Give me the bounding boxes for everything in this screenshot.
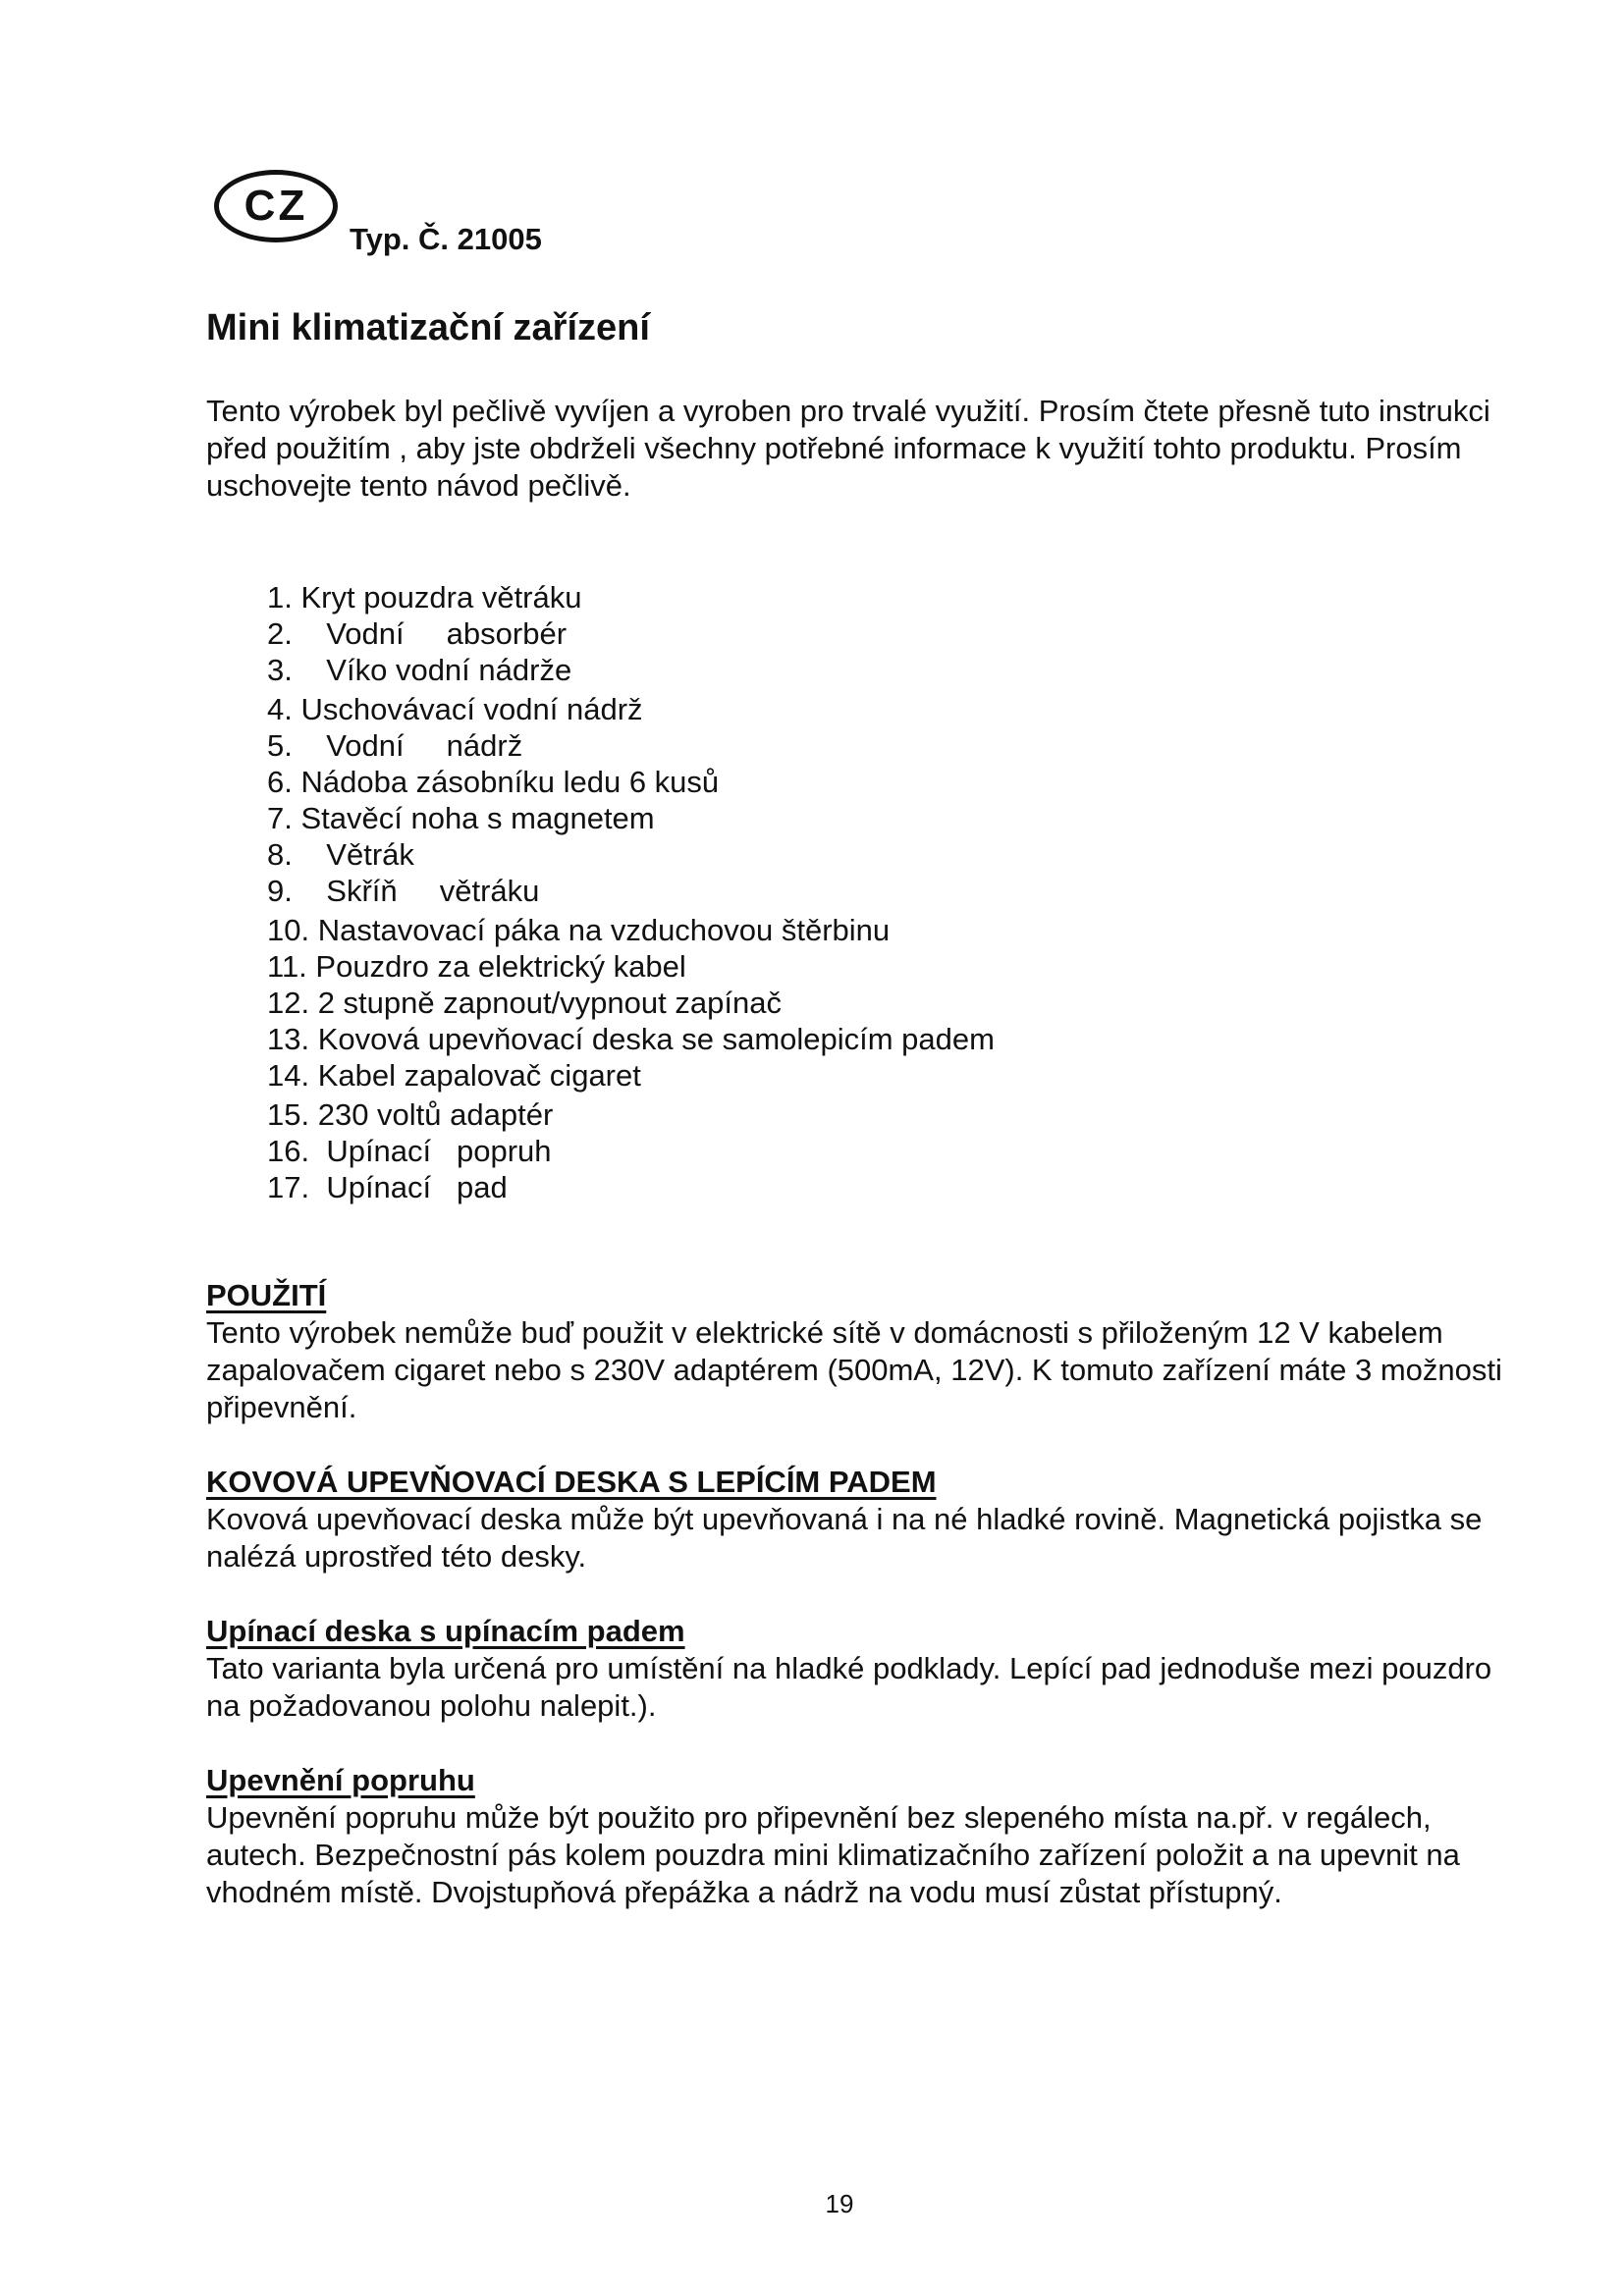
section-heading-pouziti: POUŽITÍ	[206, 1278, 327, 1312]
parts-list-item: 5. Vodní nádrž	[267, 728, 523, 763]
page-title: Mini klimatizační zařízení	[206, 307, 650, 348]
parts-list-item: 4. Uschovávací vodní nádrž	[267, 692, 643, 726]
parts-list-item: 16. Upínací popruh	[267, 1134, 552, 1168]
parts-list-item: 6. Nádoba zásobníku ledu 6 kusů	[267, 765, 720, 799]
parts-list-item: 17. Upínací pad	[267, 1170, 508, 1204]
section-text-popruh: Upevnění popruhu může být použito pro připevnění bez slepeného místa na.př. v regálech, autech. Bezpečnostní pás kolem pouzdra mini klimatizačního zařízení položit a na upevnit na vhodném místě. Dvojstupňová přepážka a nádrž na vodu musí zůstat přístupný.	[206, 1800, 1460, 1909]
country-badge: CZ	[214, 170, 338, 242]
parts-list-item: 7. Stavěcí noha s magnetem	[267, 801, 655, 835]
parts-list-item: 10. Nastavovací páka na vzduchovou štěrbinu	[267, 913, 891, 947]
section-heading-upinaci: Upínací deska s upínacím padem	[206, 1614, 685, 1648]
page-number: 19	[825, 2189, 854, 2218]
parts-list-item: 1. Kryt pouzdra větráku	[267, 580, 582, 614]
parts-list-item: 3. Víko vodní nádrže	[267, 653, 572, 687]
parts-list-item: 13. Kovová upevňovací deska se samolepicím padem	[267, 1022, 995, 1056]
parts-list-item: 11. Pouzdro za elektrický kabel	[267, 949, 686, 984]
section-text-upinaci: Tato varianta byla určená pro umístění na hladké podklady. Lepící pad jednoduše mezi pouzdro na požadovanou polohu nalepit.).	[206, 1651, 1492, 1723]
section-heading-kovova: KOVOVÁ UPEVŇOVACÍ DESKA S LEPÍCÍM PADEM	[206, 1465, 937, 1499]
intro-paragraph: Tento výrobek byl pečlivě vyvíjen a vyroben pro trvalé využití. Prosím čtete přesně tuto instrukci před použitím , aby jste obdrželi všechny potřebné informace k využití tohto produktu. Prosím uschovejte tento návod pečlivě.	[206, 394, 1490, 503]
parts-list-item: 9. Skříň větráku	[267, 874, 540, 908]
section-text-kovova: Kovová upevňovací deska může být upevňovaná i na né hladké rovině. Magnetická pojistka se nalézá uprostřed této desky.	[206, 1502, 1483, 1574]
section-heading-popruh: Upevnění popruhu	[206, 1763, 475, 1797]
section-text-pouziti: Tento výrobek nemůže buď použit v elektrické sítě v domácnosti s přiloženým 12 V kabelem zapalovačem cigaret nebo s 230V adaptérem (500mA, 12V). K tomuto zařízení máte 3 možnosti připevnění.	[206, 1315, 1502, 1424]
parts-list-item: 12. 2 stupně zapnout/vypnout zapínač	[267, 986, 782, 1020]
parts-list-item: 14. Kabel zapalovač cigaret	[267, 1058, 641, 1093]
parts-list-item: 8. Větrák	[267, 837, 414, 872]
parts-list-item: 15. 230 voltů adaptér	[267, 1097, 554, 1132]
type-number: Typ. Č. 21005	[350, 222, 542, 256]
parts-list-item: 2. Vodní absorbér	[267, 616, 568, 651]
